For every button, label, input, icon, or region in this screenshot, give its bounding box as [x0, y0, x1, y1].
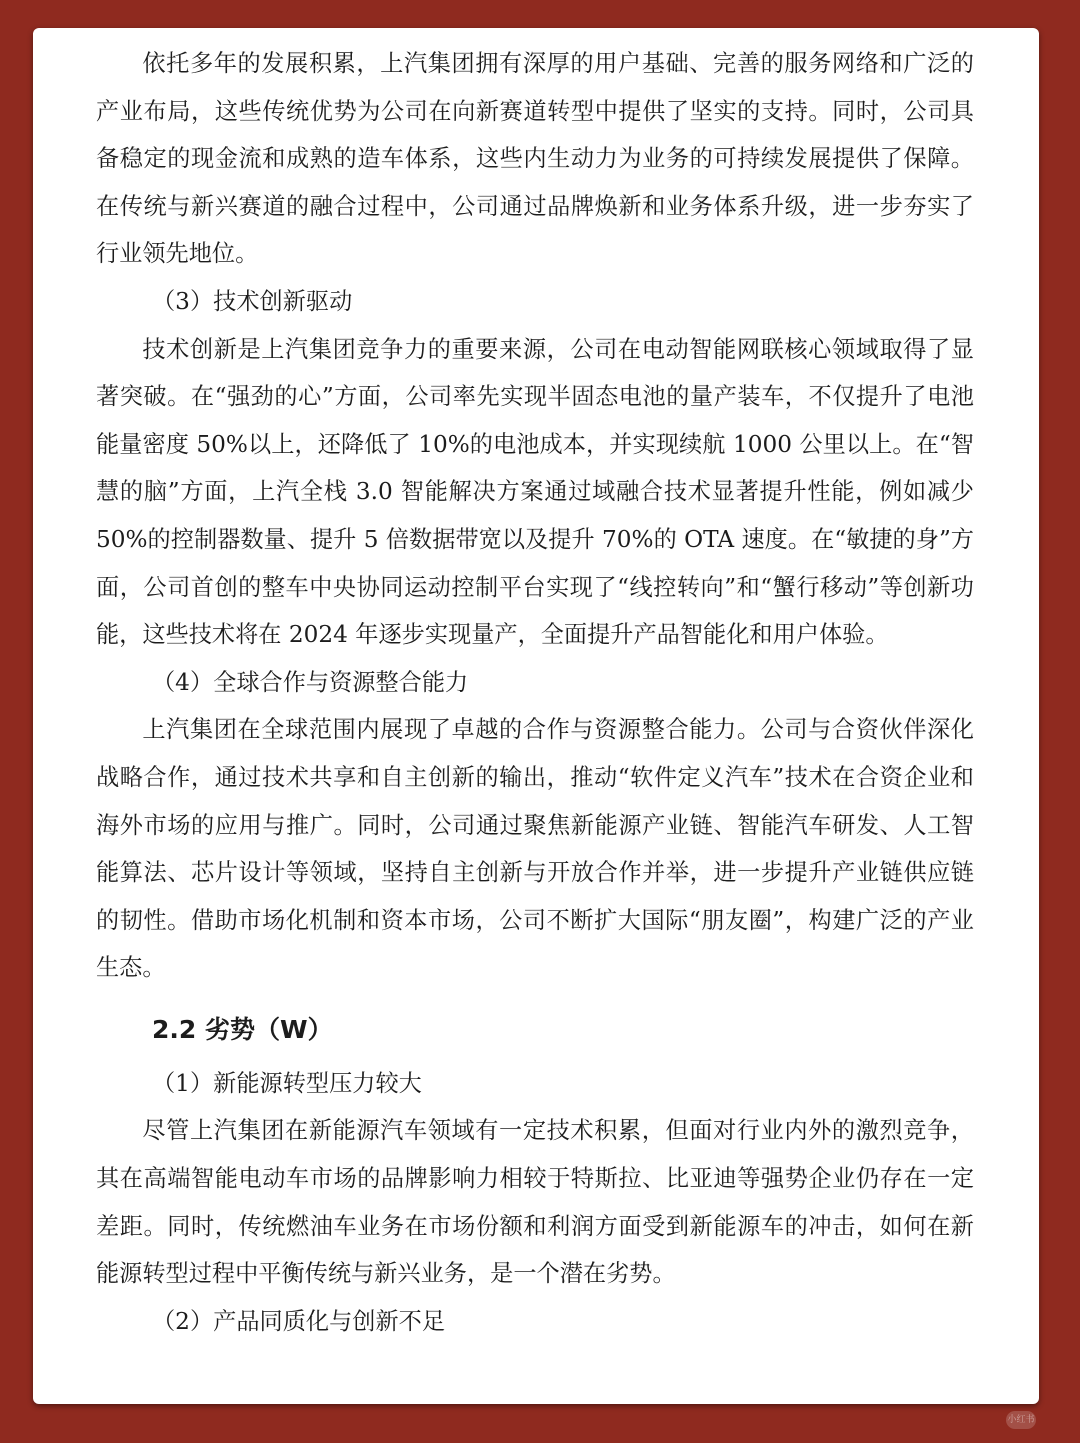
document-content	[96, 40, 974, 1345]
subheading-global-cooperation: （4）全球合作与资源整合能力	[152, 668, 469, 696]
paragraph-tech-innovation: 技术创新是上汽集团竞争力的重要来源，公司在电动智能网联核心领域取得了显著突破。在“强劲的心”方面，公司率先实现半固态电池的量产装车，不仅提升了电池能量密度 50%以上，还降低了 10%的电池成本，并实现续航 1000 公里以上。在“智慧的脑”方面，上汽全栈 3.0 智能解决方案通过域融合技术显著提升性能，例如减少 50%的控制器数量、提升 5 倍数据带宽以及提升 70%的 OTA 速度。在“敏捷的身”方面，公司首创的整车中央协同运动控制平台实现了“线控转向”和“蟹行移动”等创新功能，这些技术将在 2024 年逐步实现量产，全面提升产品智能化和用户体验。	[96, 335, 974, 649]
paragraph-foundation: 依托多年的发展积累，上汽集团拥有深厚的用户基础、完善的服务网络和广泛的产业布局，这些传统优势为公司在向新赛道转型中提供了坚实的支持。同时，公司具备稳定的现金流和成熟的造车体系，这些内生动力为业务的可持续发展提供了保障。在传统与新兴赛道的融合过程中，公司通过品牌焕新和业务体系升级，进一步夯实了行业领先地位。	[96, 50, 974, 268]
paragraph-nev-pressure: 尽管上汽集团在新能源汽车领域有一定技术积累，但面对行业内外的激烈竞争，其在高端智能电动车市场的品牌影响力相较于特斯拉、比亚迪等强势企业仍存在一定差距。同时，传统燃油车业务在市场份额和利润方面受到新能源车的冲击，如何在新能源转型过程中平衡传统与新兴业务，是一个潜在劣势。	[96, 1117, 974, 1288]
subheading-tech-innovation: （3）技术创新驱动	[152, 287, 353, 315]
document-page	[33, 28, 1039, 1404]
section-title-weaknesses: 2.2 劣势（W）	[152, 1014, 333, 1044]
paragraph-global-cooperation: 上汽集团在全球范围内展现了卓越的合作与资源整合能力。公司与合资伙伴深化战略合作，通过技术共享和自主创新的输出，推动“软件定义汽车”技术在合资企业和海外市场的应用与推广。同时，公司通过聚焦新能源产业链、智能汽车研发、人工智能算法、芯片设计等领域，坚持自主创新与开放合作并举，进一步提升产业链供应链的韧性。借助市场化机制和资本市场，公司不断扩大国际“朋友圈”，构建广泛的产业生态。	[96, 716, 974, 982]
subheading-product-homogeneity: （2）产品同质化与创新不足	[152, 1307, 446, 1335]
subheading-nev-pressure: （1）新能源转型压力较大	[152, 1069, 422, 1097]
watermark-logo: 小红书	[1006, 1411, 1036, 1429]
